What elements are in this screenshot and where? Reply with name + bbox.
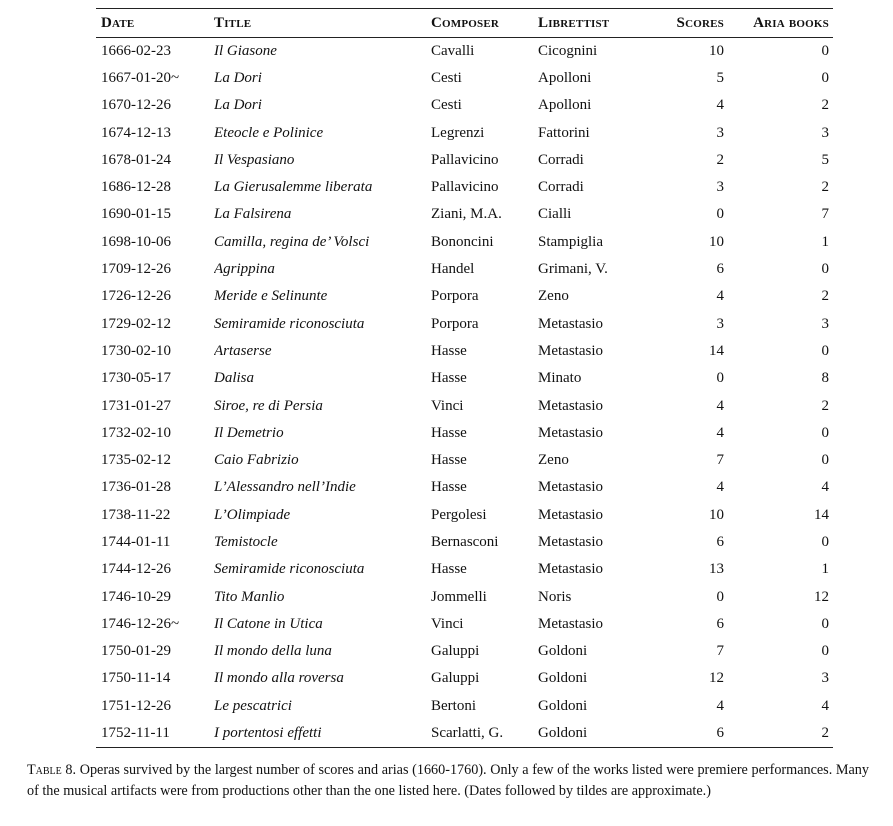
cell-scores: 0 [716, 206, 724, 223]
cell-aria-books: 14 [814, 506, 829, 523]
header-librettist: Librettist [538, 9, 648, 38]
table-row [96, 529, 833, 556]
cell-date: 1730-02-10 [101, 342, 171, 359]
cell-composer: Hasse [431, 424, 467, 441]
cell-librettist: Metastasio [538, 479, 603, 496]
cell-aria-books: 0 [821, 615, 829, 632]
cell-date: 1732-02-10 [101, 424, 171, 441]
cell-title: Artaserse [214, 342, 272, 359]
cell-composer: Hasse [431, 370, 467, 387]
cell-scores: 4 [716, 97, 724, 114]
cell-scores: 7 [716, 452, 724, 469]
cell-date: 1666-02-23 [101, 42, 171, 59]
header-title: Title [214, 9, 431, 38]
cell-librettist: Cicognini [538, 42, 598, 59]
cell-composer: Ziani, M.A. [431, 206, 502, 223]
cell-librettist: Zeno [538, 288, 569, 305]
cell-librettist: Corradi [538, 179, 584, 196]
cell-composer: Bernasconi [431, 533, 499, 550]
cell-librettist: Metastasio [538, 342, 603, 359]
cell-title: La Falsirena [214, 206, 292, 223]
cell-aria-books: 0 [821, 643, 829, 660]
cell-composer: Hasse [431, 452, 467, 469]
operas-table-container [96, 8, 829, 748]
cell-scores: 10 [709, 233, 724, 250]
cell-aria-books: 0 [821, 452, 829, 469]
cell-aria-books: 0 [821, 69, 829, 86]
cell-date: 1726-12-26 [101, 288, 171, 305]
cell-scores: 4 [716, 424, 724, 441]
cell-librettist: Metastasio [538, 561, 603, 578]
cell-title: La Dori [214, 69, 262, 86]
cell-title: Dalisa [214, 370, 255, 387]
cell-aria-books: 3 [821, 315, 829, 332]
cell-title: Siroe, re di Persia [214, 397, 323, 414]
cell-aria-books: 8 [821, 370, 829, 387]
table-row [96, 38, 833, 65]
table-row [96, 720, 833, 747]
cell-scores: 6 [648, 720, 724, 747]
cell-librettist: Zeno [538, 452, 569, 469]
cell-scores: 3 [716, 124, 724, 141]
cell-aria-books: 3 [821, 670, 829, 687]
header-aria-books: Aria books [724, 9, 833, 38]
cell-scores: 6 [716, 615, 724, 632]
cell-aria-books: 2 [821, 288, 829, 305]
cell-date: 1744-01-11 [101, 533, 171, 550]
cell-scores: 10 [709, 42, 724, 59]
cell-librettist: Minato [538, 370, 582, 387]
cell-composer: Cavalli [431, 42, 475, 59]
cell-date: 1678-01-24 [101, 151, 171, 168]
cell-date: 1746-12-26~ [101, 615, 180, 632]
table-caption [27, 760, 869, 801]
table-row [96, 392, 833, 419]
cell-aria-books: 0 [821, 42, 829, 59]
cell-date: 1736-01-28 [101, 479, 171, 496]
cell-librettist: Metastasio [538, 315, 603, 332]
table-row [96, 474, 833, 501]
cell-composer: Porpora [431, 288, 479, 305]
table-row [96, 556, 833, 583]
cell-composer: Porpora [431, 315, 479, 332]
table-row [96, 447, 833, 474]
cell-aria-books: 0 [821, 261, 829, 278]
cell-date: 1738-11-22 [101, 506, 171, 523]
cell-composer: Pallavicino [431, 179, 499, 196]
table-row [96, 174, 833, 201]
cell-title: La Dori [214, 97, 262, 114]
cell-aria-books: 4 [821, 479, 829, 496]
cell-date: 1730-05-17 [101, 370, 171, 387]
cell-composer: Scarlatti, G. [431, 720, 538, 747]
cell-scores: 3 [716, 179, 724, 196]
table-row [96, 420, 833, 447]
cell-date: 1731-01-27 [101, 397, 171, 414]
cell-date: 1751-12-26 [101, 697, 171, 714]
cell-composer: Bertoni [431, 697, 476, 714]
cell-composer: Bononcini [431, 233, 494, 250]
cell-scores: 4 [716, 288, 724, 305]
table-row [96, 611, 833, 638]
cell-composer: Galuppi [431, 670, 480, 687]
cell-aria-books: 0 [821, 342, 829, 359]
cell-composer: Legrenzi [431, 124, 485, 141]
cell-librettist: Noris [538, 588, 572, 605]
table-row [96, 338, 833, 365]
table-row [96, 92, 833, 119]
cell-scores: 7 [716, 643, 724, 660]
cell-librettist: Fattorini [538, 124, 590, 141]
cell-aria-books: 1 [821, 233, 829, 250]
cell-librettist: Stampiglia [538, 233, 603, 250]
cell-librettist: Metastasio [538, 506, 603, 523]
header-composer: Composer [431, 9, 538, 38]
cell-composer: Hasse [431, 561, 467, 578]
cell-scores: 10 [709, 506, 724, 523]
cell-aria-books: 12 [814, 588, 829, 605]
table-row [96, 365, 833, 392]
cell-aria-books: 4 [821, 697, 829, 714]
table-row [96, 665, 833, 692]
cell-title: Caio Fabrizio [214, 452, 299, 469]
cell-scores: 4 [716, 697, 724, 714]
cell-date: 1752-11-11 [96, 720, 214, 747]
cell-date: 1744-12-26 [101, 561, 171, 578]
table-row [96, 283, 833, 310]
cell-scores: 13 [709, 561, 724, 578]
table-row [96, 229, 833, 256]
cell-date: 1750-01-29 [101, 643, 171, 660]
cell-librettist: Goldoni [538, 643, 588, 660]
cell-date: 1735-02-12 [101, 452, 171, 469]
cell-title: Semiramide riconosciuta [214, 315, 365, 332]
caption-label: Table 8. [27, 762, 77, 778]
cell-date: 1667-01-20~ [101, 69, 180, 86]
cell-title: Tito Manlio [214, 588, 285, 605]
cell-title: Meride e Selinunte [214, 288, 328, 305]
cell-aria-books: 7 [821, 206, 829, 223]
cell-title: Camilla, regina de’ Volsci [214, 233, 370, 250]
cell-title: Il Vespasiano [214, 151, 295, 168]
table-row [96, 147, 833, 174]
cell-librettist: Metastasio [538, 424, 603, 441]
cell-title: Il Catone in Utica [214, 615, 323, 632]
cell-aria-books: 1 [821, 561, 829, 578]
cell-title: Eteocle e Polinice [214, 124, 324, 141]
cell-scores: 2 [716, 151, 724, 168]
cell-composer: Pergolesi [431, 506, 487, 523]
table-row [96, 65, 833, 92]
table-header [96, 9, 833, 38]
operas-table [96, 8, 833, 748]
table-row [96, 119, 833, 146]
cell-title: L’Alessandro nell’Indie [214, 479, 356, 496]
cell-composer: Hasse [431, 342, 467, 359]
cell-date: 1674-12-13 [101, 124, 171, 141]
cell-composer: Jommelli [431, 588, 487, 605]
cell-composer: Handel [431, 261, 475, 278]
cell-composer: Cesti [431, 97, 462, 114]
cell-title: Le pescatrici [214, 697, 292, 714]
cell-librettist: Apolloni [538, 97, 592, 114]
cell-librettist: Grimani, V. [538, 261, 608, 278]
cell-librettist: Corradi [538, 151, 584, 168]
cell-title: La Gierusalemme liberata [214, 179, 373, 196]
table-row [96, 693, 833, 720]
cell-librettist: Goldoni [538, 720, 648, 747]
table-row [96, 583, 833, 610]
cell-scores: 12 [709, 670, 724, 687]
cell-librettist: Cialli [538, 206, 572, 223]
cell-aria-books: 0 [821, 424, 829, 441]
cell-scores: 4 [716, 479, 724, 496]
cell-scores: 0 [716, 370, 724, 387]
cell-composer: Hasse [431, 479, 467, 496]
cell-scores: 6 [716, 533, 724, 550]
header-date: Date [96, 9, 214, 38]
cell-title: Il Demetrio [214, 424, 284, 441]
cell-aria-books: 2 [821, 97, 829, 114]
cell-composer: Galuppi [431, 643, 480, 660]
cell-date: 1746-10-29 [101, 588, 171, 605]
cell-librettist: Apolloni [538, 69, 592, 86]
table-body [96, 38, 833, 748]
cell-scores: 3 [716, 315, 724, 332]
cell-date: 1729-02-12 [101, 315, 171, 332]
cell-scores: 4 [716, 397, 724, 414]
cell-aria-books: 2 [821, 179, 829, 196]
table-row [96, 310, 833, 337]
cell-scores: 0 [716, 588, 724, 605]
table-row [96, 638, 833, 665]
table-row [96, 502, 833, 529]
cell-title: I portentosi effetti [214, 720, 431, 747]
cell-title: Il mondo alla roversa [214, 670, 344, 687]
cell-composer: Vinci [431, 397, 464, 414]
cell-date: 1709-12-26 [101, 261, 171, 278]
cell-scores: 6 [716, 261, 724, 278]
cell-librettist: Metastasio [538, 615, 603, 632]
cell-title: Il mondo della luna [214, 643, 332, 660]
cell-composer: Cesti [431, 69, 462, 86]
cell-librettist: Goldoni [538, 697, 588, 714]
cell-title: Il Giasone [214, 42, 277, 59]
table-row [96, 201, 833, 228]
cell-aria-books: 3 [821, 124, 829, 141]
caption-text: Operas survived by the largest number of scores and arias (1660-1760). Only a few of the works listed were premiere performances. Many of the musical artifacts were from productions other than the one listed here. (Dates followed by tildes are approximate.) [27, 762, 869, 799]
cell-aria-books: 5 [821, 151, 829, 168]
cell-composer: Vinci [431, 615, 464, 632]
cell-scores: 5 [716, 69, 724, 86]
cell-scores: 14 [709, 342, 724, 359]
header-scores: Scores [648, 9, 724, 38]
cell-aria-books: 0 [821, 533, 829, 550]
cell-aria-books: 2 [724, 720, 833, 747]
cell-librettist: Metastasio [538, 397, 603, 414]
cell-date: 1686-12-28 [101, 179, 171, 196]
cell-librettist: Metastasio [538, 533, 603, 550]
cell-date: 1750-11-14 [101, 670, 171, 687]
cell-title: Agrippina [214, 261, 275, 278]
cell-librettist: Goldoni [538, 670, 588, 687]
cell-aria-books: 2 [821, 397, 829, 414]
table-row [96, 256, 833, 283]
cell-date: 1690-01-15 [101, 206, 171, 223]
cell-date: 1670-12-26 [101, 97, 171, 114]
cell-composer: Pallavicino [431, 151, 499, 168]
cell-date: 1698-10-06 [101, 233, 171, 250]
cell-title: Semiramide riconosciuta [214, 561, 365, 578]
cell-title: L’Olimpiade [214, 506, 291, 523]
cell-title: Temistocle [214, 533, 278, 550]
header-row [96, 9, 833, 38]
